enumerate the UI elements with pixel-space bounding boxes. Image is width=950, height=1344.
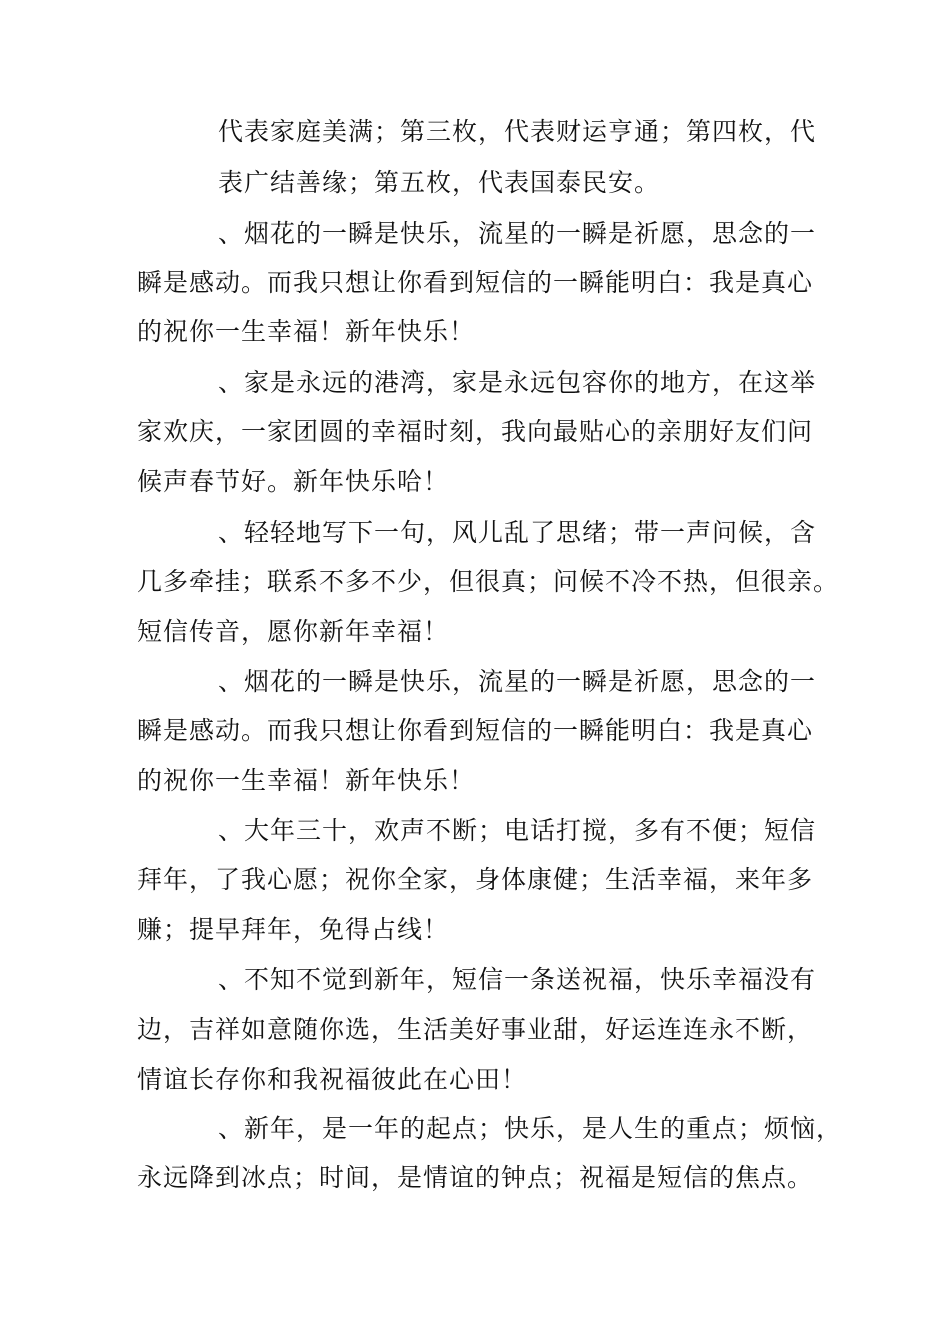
text-line: 拜年，了我心愿；祝你全家，身体康健；生活幸福，来年多	[137, 865, 814, 894]
text-line: 情谊长存你和我祝福彼此在心田！	[137, 1065, 528, 1094]
text-line: 永远降到冰点；时间，是情谊的钟点；祝福是短信的焦点。	[137, 1163, 814, 1192]
text-line: 赚；提早拜年，免得占线！	[137, 915, 450, 944]
paragraph-first-line: 、新年，是一年的起点；快乐，是人生的重点；烦恼，	[218, 1114, 843, 1143]
text-line: 几多牵挂；联系不多不少，但很真；问候不冷不热，但很亲。	[137, 567, 840, 596]
paragraph-first-line: 、大年三十，欢声不断；电话打搅，多有不便；短信	[218, 816, 817, 845]
paragraph-first-line: 、烟花的一瞬是快乐，流星的一瞬是祈愿，思念的一	[218, 667, 817, 696]
text-line: 表广结善缘；第五枚，代表国泰民安。	[218, 168, 661, 197]
text-line: 代表家庭美满；第三枚，代表财运亨通；第四枚，代	[218, 117, 817, 146]
text-line: 的祝你一生幸福！新年快乐！	[137, 766, 476, 795]
text-line: 家欢庆，一家团圆的幸福时刻，我向最贴心的亲朋好友们问	[137, 417, 814, 446]
text-line: 短信传音，愿你新年幸福！	[137, 617, 450, 646]
paragraph-first-line: 、不知不觉到新年，短信一条送祝福，快乐幸福没有	[218, 965, 817, 994]
text-line: 瞬是感动。而我只想让你看到短信的一瞬能明白：我是真心	[137, 268, 814, 297]
text-line: 候声春节好。新年快乐哈！	[137, 467, 450, 496]
paragraph-first-line: 、家是永远的港湾，家是永远包容你的地方，在这举	[218, 368, 817, 397]
paragraph-first-line: 、烟花的一瞬是快乐，流星的一瞬是祈愿，思念的一	[218, 219, 817, 248]
paragraph-first-line: 、轻轻地写下一句，风儿乱了思绪；带一声问候，含	[218, 518, 817, 547]
text-line: 边，吉祥如意随你选，生活美好事业甜，好运连连永不断，	[137, 1015, 814, 1044]
text-line: 瞬是感动。而我只想让你看到短信的一瞬能明白：我是真心	[137, 716, 814, 745]
text-line: 的祝你一生幸福！新年快乐！	[137, 317, 476, 346]
